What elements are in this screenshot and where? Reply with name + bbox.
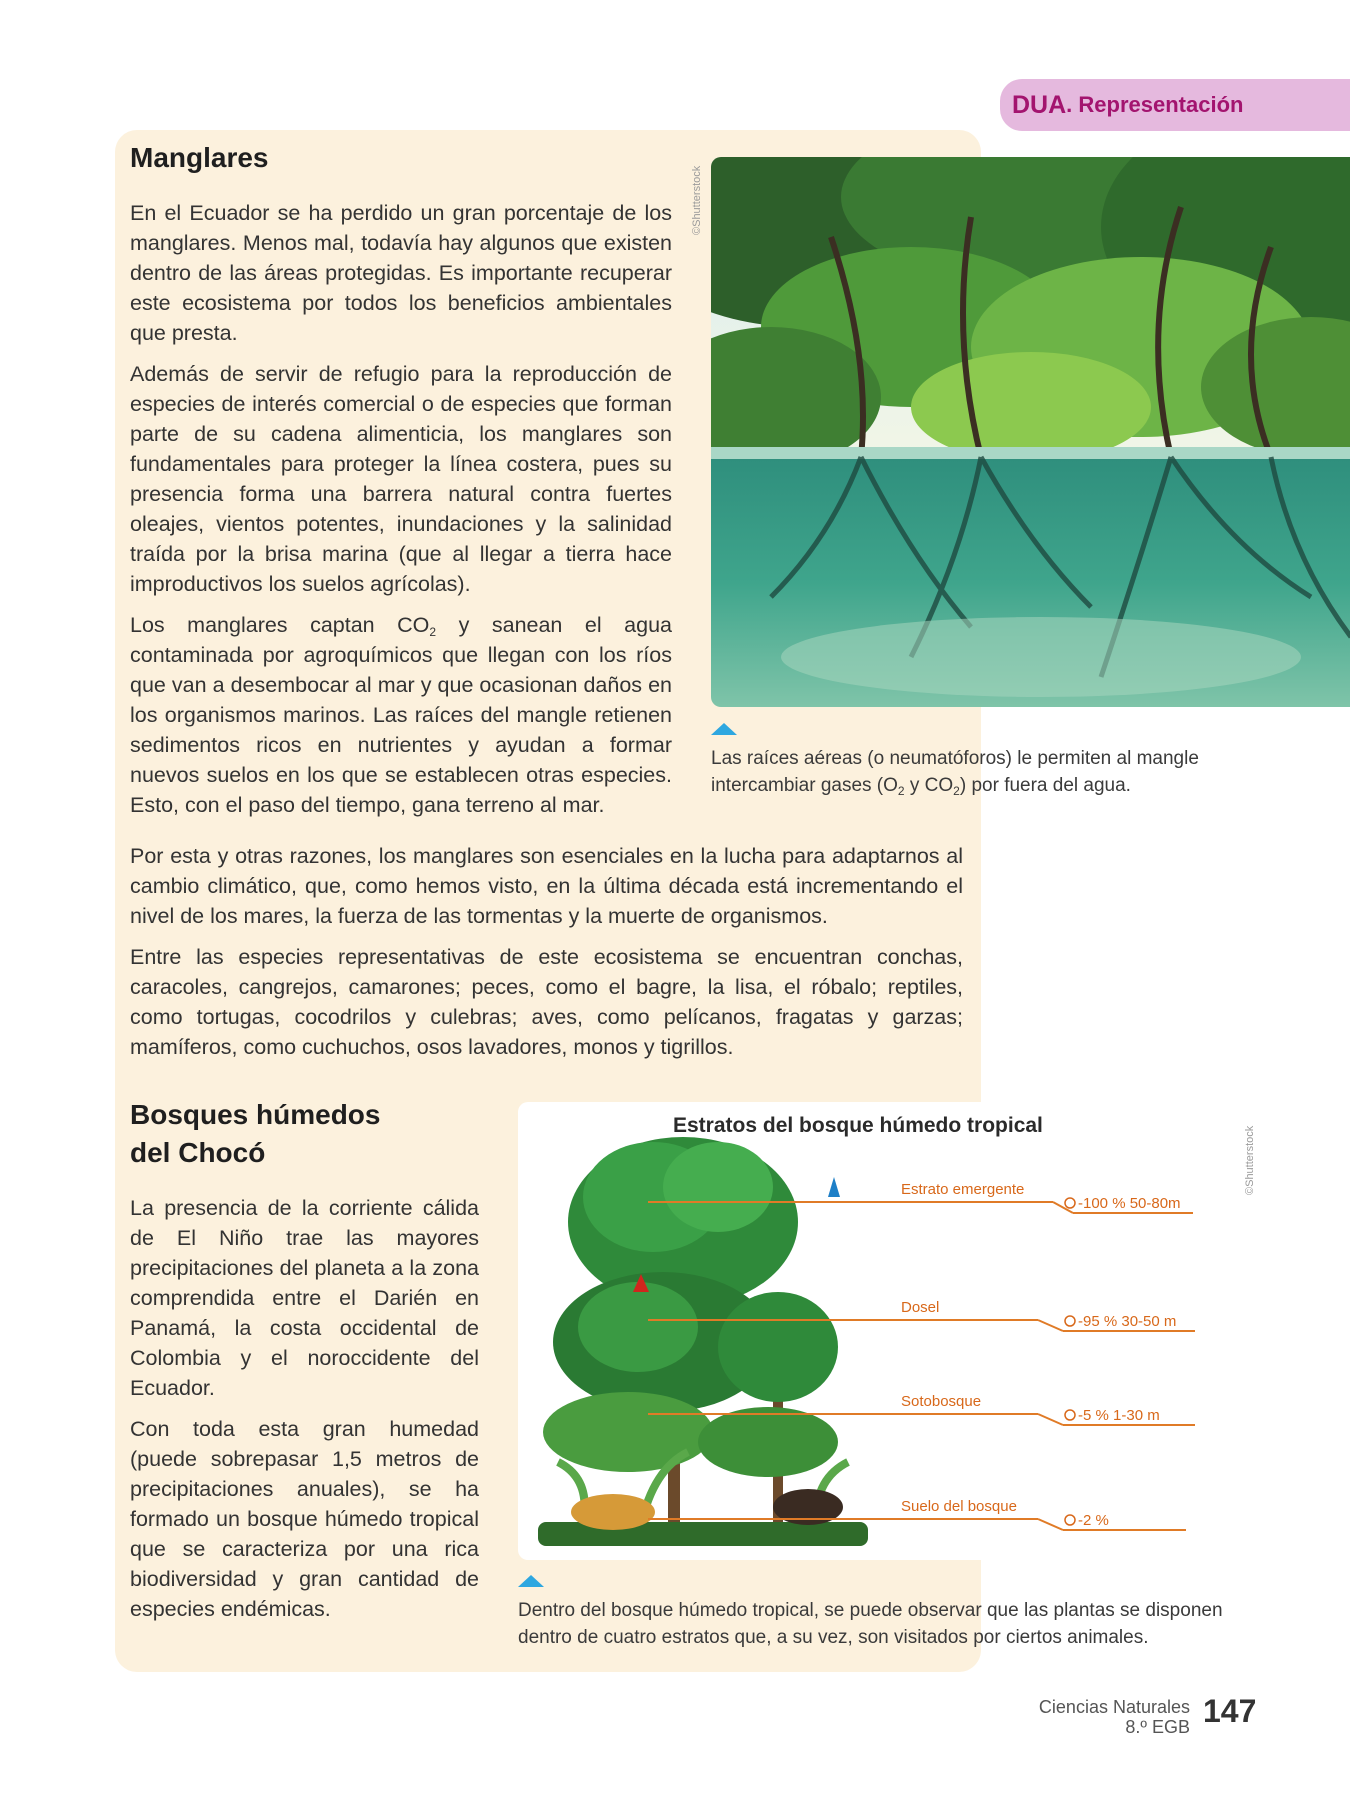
paragraph: En el Ecuador se ha perdido un gran porcentaje de los manglares. Menos mal, todavía hay algunos que existen dentro de las áreas protegidas. Es importante recuperar este ecosistema por todos los beneficios ambientales que presta. [130, 201, 672, 345]
paragraph: Además de servir de refugio para la reproducción de especies de interés comercial o de especies que forman parte de su cadena alimenticia, los manglares son fundamentales para proteger la línea costera, pues su presencia forma una barrera natural contra fuertes oleajes, vientos potentes, inundaciones y la salinidad traída por la brisa marina (que al llegar a tierra hace improductivos los suelos agrícolas). [130, 362, 672, 596]
section-title-manglares: Manglares [130, 142, 269, 173]
paragraph: Por esta y otras razones, los manglares son esenciales en la lucha para adaptarnos al cambio climático, que, como hemos visto, en la última década está incrementando el nivel de los mares, la fuerza de las tormentas y la muerte de organismos. [130, 844, 963, 928]
diagram-title: Estratos del bosque húmedo tropical [673, 1114, 1043, 1137]
light-icon [1065, 1316, 1075, 1326]
page-number: 147 [1203, 1693, 1257, 1729]
paragraph-co2: Los manglares captan $CO_2$ y sanean el agua contaminada por agroquímicos que llegan con los ríos que van a desembocar al mar y que ocasionan daños en los organismos marinos. Las raíces del mangle retienen sedimentos ricos en nutrientes y ayudan a formar nuevos suelos en los que se establecen otras especies. Esto, con el paso del tiempo, gana terreno al mar. [130, 613, 672, 817]
diagram-credit: ©Shutterstock [1244, 1125, 1256, 1195]
caption-marker-icon [711, 723, 737, 735]
stratum-value: -100 % 50-80m [1078, 1195, 1181, 1212]
forest-strata-diagram [518, 1102, 1223, 1560]
light-icon [1065, 1515, 1075, 1525]
paragraph: Con toda esta gran humedad (puede sobrepasar 1,5 metros de precipitaciones anuales), se ha formado un bosque húmedo tropical que se caracteriza por una rica biodiversidad y gran cantidad de especies endémicas. [130, 1417, 479, 1621]
stratum-name: Sotobosque [901, 1393, 982, 1410]
diagram-caption: Dentro del bosque húmedo tropical, se puede observar que las plantas se disponen dentro de cuatro estratos que, a su vez, son visitados por ciertos animales. [518, 1600, 1223, 1648]
light-icon [1065, 1410, 1075, 1420]
stratum-value: -5 % 1-30 m [1078, 1407, 1160, 1424]
stratum-name: Dosel [901, 1299, 940, 1316]
section-title-choco: Bosques húmedos del Chocó [130, 1099, 381, 1168]
stratum-value: -2 % [1078, 1512, 1109, 1529]
paragraph: Entre las especies representativas de este ecosistema se encuentran conchas, caracoles, cangrejos, camarones; peces, como el bagre, la lisa, el róbalo; reptiles, como tortugas, cocodrilos y culebras; aves, como pelícanos, fragatas y garzas; mamíferos, como cuchuchos, osos lavadores, monos y tigrillos. [130, 945, 963, 1059]
representation-label: . Representación [1066, 92, 1244, 117]
stratum-value: -95 % 30-50 m [1078, 1313, 1177, 1330]
light-icon [1065, 1198, 1075, 1208]
paragraph: La presencia de la corriente cálida de El Niño trae las mayores precipitaciones del planeta a la zona comprendida entre el Darién en Panamá, la costa occidental de Colombia y el noroccidente del Ecuador. [130, 1196, 479, 1400]
manglares-wide-text [130, 841, 963, 1073]
forest-illustration-icon [538, 1137, 868, 1546]
choco-text-column [130, 1193, 479, 1635]
dua-header-tab [1000, 79, 1350, 131]
manglares-text-column [130, 198, 672, 831]
caption-marker-icon [518, 1575, 544, 1587]
mangrove-photo-caption: Las raíces aéreas (o neumatóforos) le permiten al mangle intercambiar gases ($O_2$ y $CO_2$) por fuera del agua. [711, 748, 1199, 798]
stratum-name: Suelo del bosque [901, 1498, 1017, 1515]
footer-subject: Ciencias Naturales 8.º EGB [1038, 1697, 1190, 1737]
stratum-name: Estrato emergente [901, 1181, 1025, 1198]
mangrove-photo [711, 157, 1350, 707]
dua-label: DUA [1012, 90, 1067, 119]
photo-credit: ©Shutterstock [691, 165, 703, 235]
